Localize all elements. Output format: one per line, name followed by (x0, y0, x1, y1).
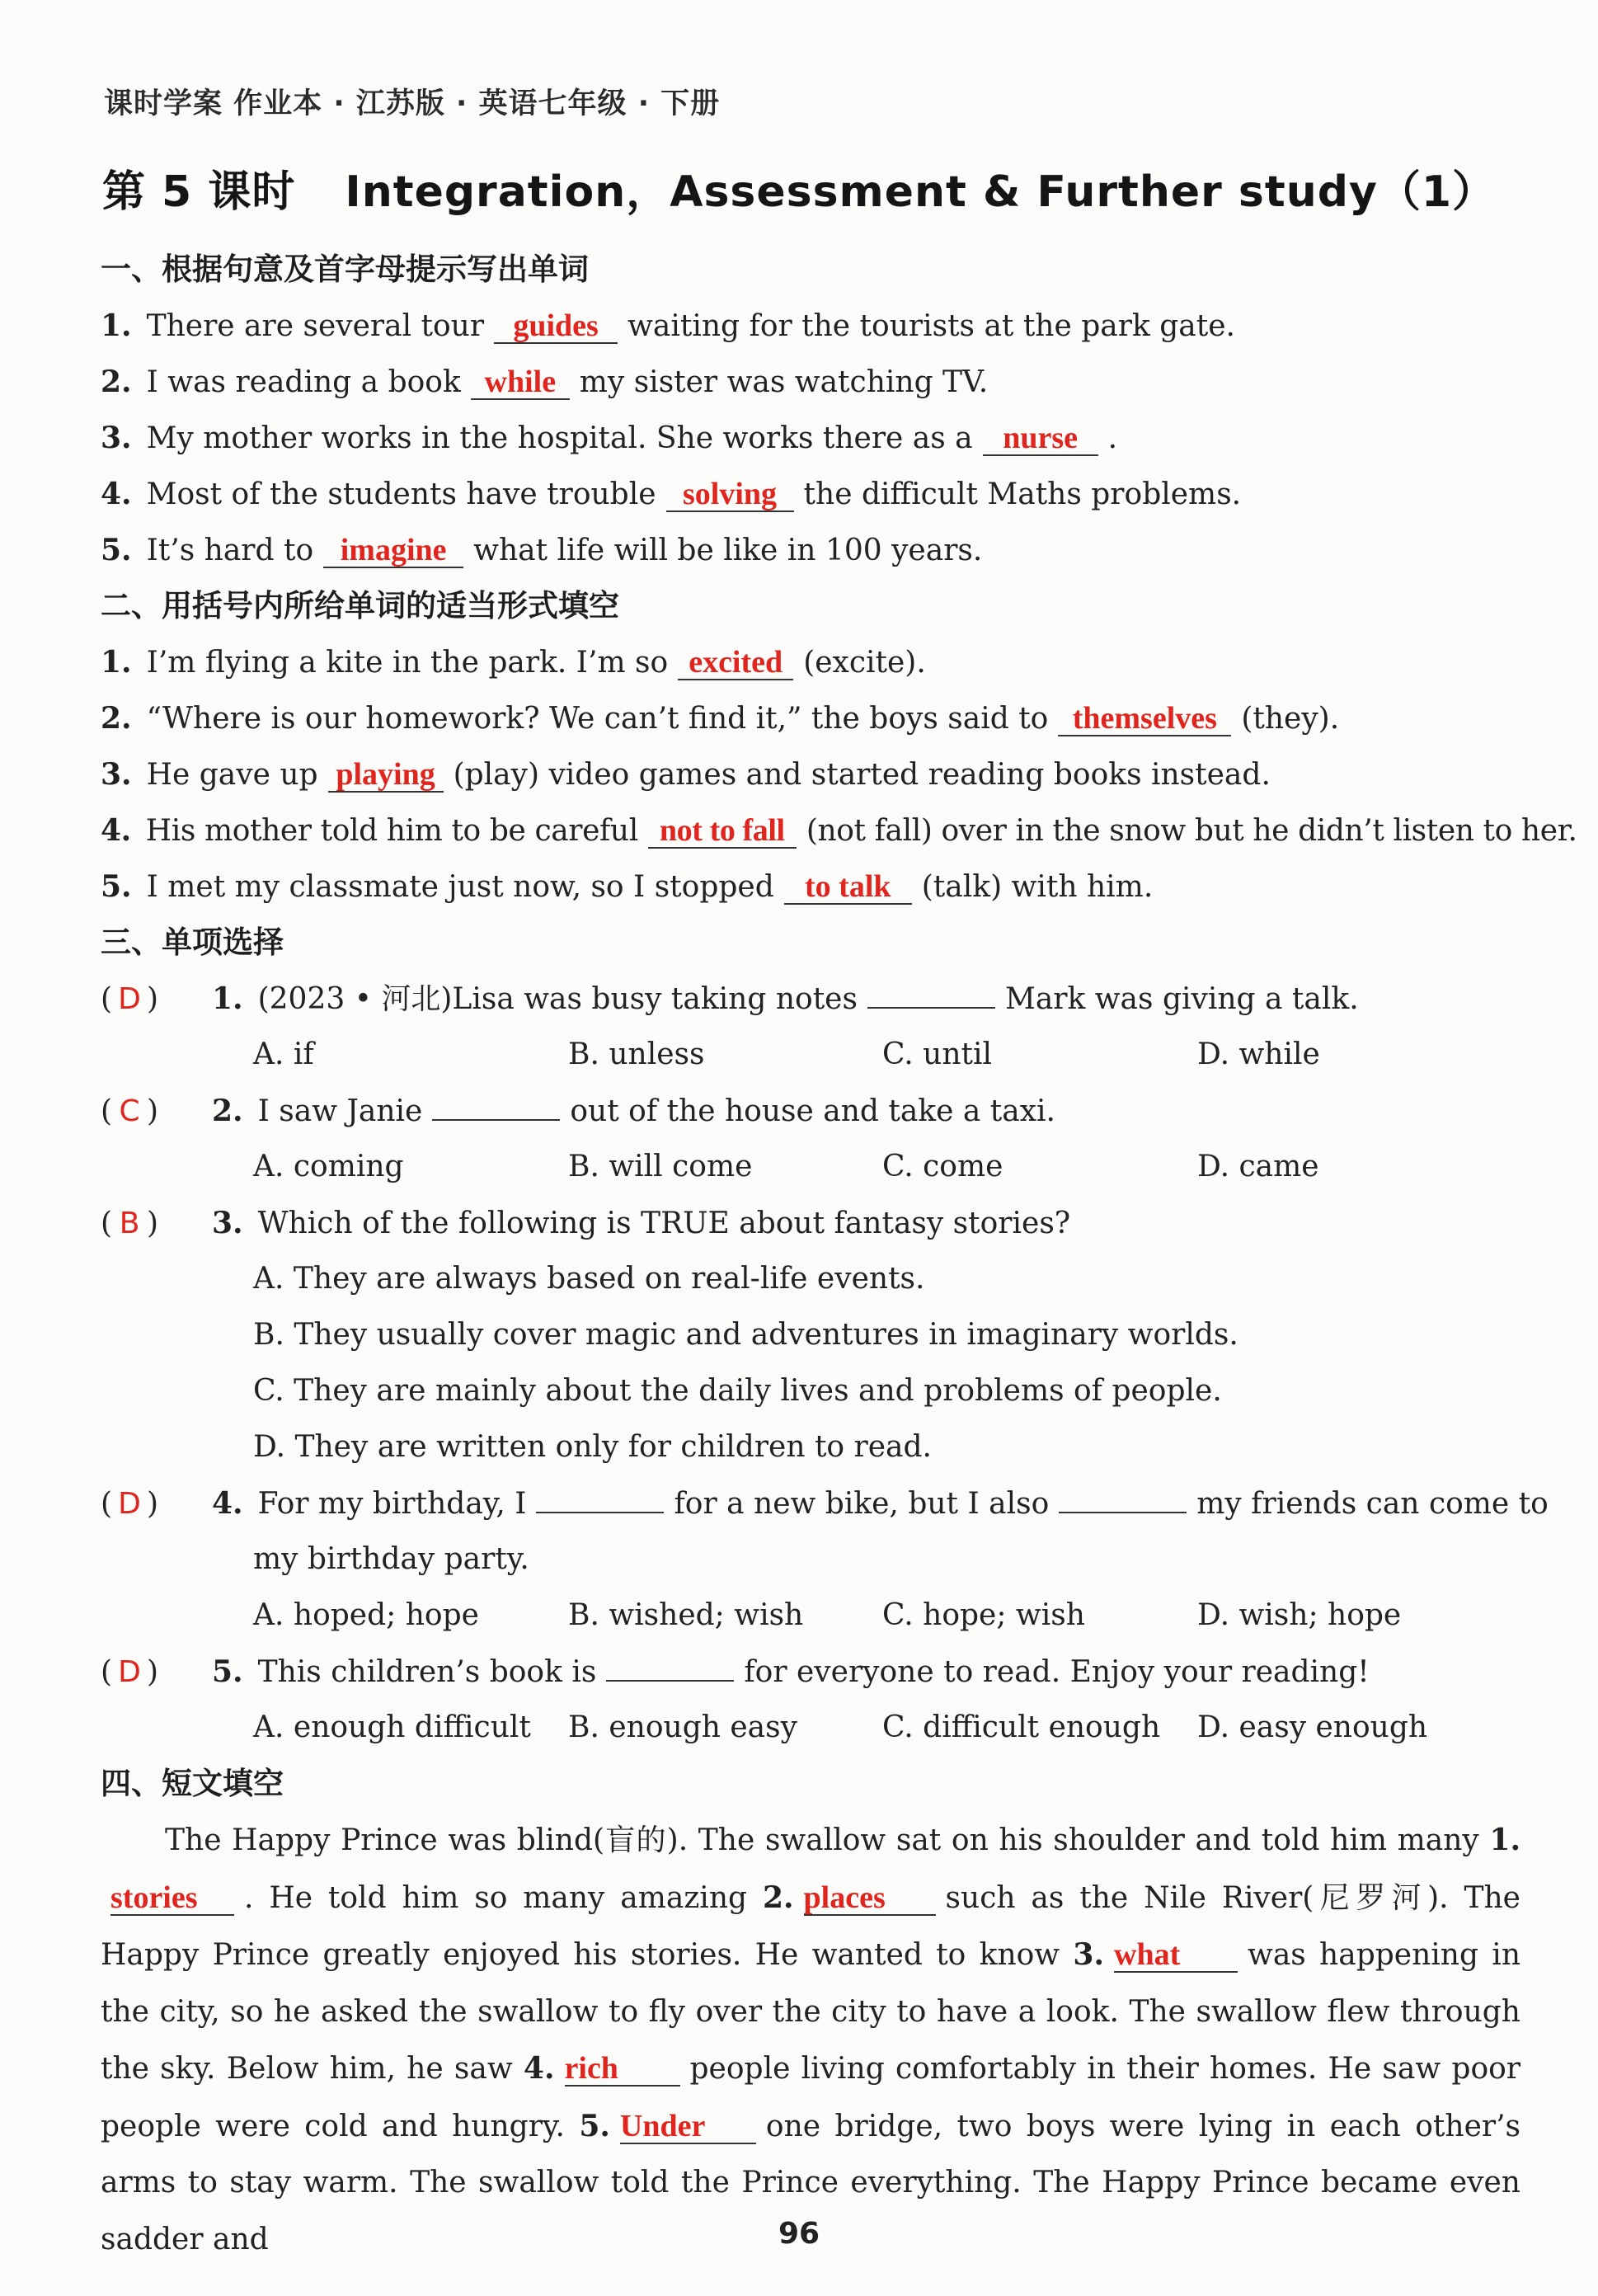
exercise-item (101, 690, 1520, 746)
item-text: for everyone to read. Enjoy your reading! (744, 1655, 1370, 1689)
exercise-item (101, 466, 1520, 522)
item-text: Most of the students have trouble (146, 478, 656, 511)
section-heading: 三、单项选择 (101, 925, 284, 960)
item-number: 5. (212, 1654, 243, 1689)
answer-blank: imagine (323, 534, 463, 568)
option-c: C. hope; wish (882, 1598, 1085, 1632)
section-heading: 一、根据句意及首字母提示写出单词 (101, 252, 589, 287)
option-c: C. come (882, 1150, 1003, 1183)
answer-blank (536, 1512, 664, 1513)
item-text: I met my classmate just now, so I stopped (146, 870, 774, 904)
mcq-answer: B (119, 1207, 140, 1240)
item-text: It’s hard to (146, 534, 314, 567)
answer-blank: solving (666, 478, 794, 512)
item-text: (2023 • 河北)Lisa was busy taking notes (257, 982, 858, 1016)
option-a: A. coming (253, 1150, 404, 1183)
item-text: for a new bike, but I also (674, 1487, 1050, 1521)
exercise-item (101, 354, 1520, 410)
item-text: I’m flying a kite in the park. I’m so (146, 646, 669, 680)
passage-text: one bridge, two boys were lying in each other’s arms to stay warm. The swallow told the Prince everything. The Happy Prince became even sadder and (101, 2109, 1520, 2256)
item-text: I was reading a book (146, 365, 461, 399)
item-number: 3. (101, 757, 132, 792)
lesson-title (0, 157, 1598, 219)
answer-bracket: ( D ) (101, 1644, 212, 1701)
answer-blank: themselves (1058, 702, 1231, 736)
item-text: waiting for the tourists at the park gate. (627, 309, 1235, 343)
passage-text: such as the Nile River(尼罗河). The Happy Prince greatly enjoyed his stories. He wanted to know (101, 1880, 1520, 1972)
item-text: I saw Janie (257, 1094, 423, 1128)
item-number: 1. (212, 981, 243, 1016)
answer-blank (867, 1007, 995, 1009)
option-d: D. while (1197, 1037, 1320, 1071)
blank-number: 5. (579, 2108, 610, 2143)
answer-blank (606, 1680, 734, 1682)
mcq-options (101, 1588, 1520, 1644)
answer-blank: rich (565, 2052, 680, 2087)
exercise-item (101, 410, 1520, 466)
exercise-content (101, 242, 1577, 2268)
answer-blank: not to fall (648, 814, 797, 849)
blank-number: 4. (523, 2051, 555, 2086)
item-number: 4. (212, 1486, 243, 1521)
answer-blank: Under (620, 2110, 756, 2144)
lesson-topic: Integration，Assessment & Further study（1） (345, 167, 1497, 217)
answer-blank: excited (678, 646, 793, 680)
option-c: C. They are mainly about the daily lives and problems of people. (253, 1374, 1222, 1408)
item-number: 1. (101, 308, 132, 343)
item-text: This children’s book is (257, 1655, 597, 1689)
section-heading: 二、用括号内所给单词的适当形式填空 (101, 588, 619, 623)
mcq-question (101, 1083, 1520, 1139)
mcq-answer: D (118, 1487, 141, 1521)
item-text: my friends can come to (1196, 1487, 1549, 1521)
item-number: 2. (212, 1094, 243, 1128)
item-text: (excite). (803, 646, 926, 680)
item-text: (play) video games and started reading books instead. (453, 758, 1271, 792)
option-b: B. wished; wish (568, 1598, 804, 1632)
mcq-question (101, 1195, 1520, 1251)
blank-number: 1. (1489, 1823, 1520, 1857)
blank-number: 2. (762, 1880, 794, 1915)
answer-bracket: ( D ) (101, 1476, 212, 1532)
exercise-item (101, 522, 1520, 578)
item-text: My mother works in the hospital. She works there as a (146, 421, 973, 455)
answer-bracket: ( D ) (101, 972, 212, 1028)
page-number: 96 (778, 2217, 820, 2251)
exercise-item (101, 802, 1577, 859)
answer-blank (432, 1119, 560, 1121)
mcq-question (101, 971, 1520, 1027)
item-number: 3. (212, 1206, 243, 1240)
item-text: His mother told him to be careful (145, 814, 638, 848)
answer-blank: playing (328, 758, 444, 793)
exercise-item (101, 298, 1520, 354)
running-head: 课时学案 作业本 · 江苏版 · 英语七年级 · 下册 (104, 87, 721, 120)
mcq-question (101, 1644, 1520, 1700)
cloze-passage (101, 1812, 1520, 2268)
passage-text: was happening in the city, so he asked the swallow to fly over the city to have a look. The swallow flew through the sky. Below him, he saw (101, 1938, 1521, 2086)
item-text: (not fall) over in the snow but he didn’t listen to her. (806, 814, 1577, 848)
item-number: 4. (101, 477, 132, 511)
answer-blank: while (471, 365, 570, 400)
answer-blank: guides (494, 309, 618, 344)
item-number: 1. (101, 645, 132, 680)
answer-blank: to talk (784, 870, 912, 905)
mcq-answer: C (119, 1094, 140, 1128)
item-number: 4. (101, 813, 131, 848)
item-text: Which of the following is TRUE about fantasy stories? (257, 1207, 1071, 1240)
option-a: A. hoped; hope (253, 1598, 479, 1632)
mcq-answer: D (118, 1655, 141, 1689)
answer-bracket: ( B ) (101, 1196, 212, 1252)
option-c: C. difficult enough (882, 1710, 1161, 1744)
answer-blank (1059, 1512, 1187, 1513)
option-d: D. They are written only for children to read. (253, 1430, 932, 1464)
exercise-item (101, 859, 1520, 915)
item-text: He gave up (146, 758, 318, 792)
mcq-options (101, 1139, 1520, 1195)
item-text: (they). (1241, 702, 1340, 736)
item-text: For my birthday, I (257, 1487, 527, 1521)
item-text: Mark was giving a talk. (1004, 982, 1359, 1016)
item-number: 5. (101, 533, 132, 567)
answer-blank: places (804, 1881, 936, 1916)
option-b: B. unless (568, 1037, 705, 1071)
mcq-options (101, 1700, 1520, 1756)
item-text: “Where is our homework? We can’t find it,” the boys said to (146, 702, 1049, 736)
mcq-options (101, 1027, 1520, 1083)
option-a: A. enough difficult (253, 1710, 531, 1744)
option-b: B. will come (568, 1150, 753, 1183)
item-text: . (1107, 421, 1118, 455)
option-a: A. They are always based on real-life events. (253, 1262, 925, 1296)
mcq-answer: D (118, 982, 141, 1016)
option-d: D. easy enough (1197, 1710, 1428, 1744)
item-number: 2. (101, 701, 132, 736)
passage-text: . He told him so many amazing (244, 1880, 748, 1915)
option-d: D. came (1197, 1150, 1319, 1183)
answer-blank: nurse (983, 421, 1098, 456)
option-b: B. enough easy (568, 1710, 797, 1744)
passage-text: The Happy Prince was blind(盲的). The swallow sat on his shoulder and told him many (165, 1823, 1479, 1857)
item-number: 5. (101, 869, 132, 904)
item-text: the difficult Maths problems. (803, 478, 1242, 511)
section-heading: 四、短文填空 (101, 1766, 284, 1801)
lesson-number: 第 5 课时 (101, 167, 296, 217)
exercise-item (101, 634, 1520, 690)
passage-text: people living comfortably in their homes. He saw poor people were cold and hungry. (101, 2052, 1521, 2143)
option-c: C. until (882, 1037, 993, 1071)
option-a: A. if (253, 1037, 314, 1071)
item-text: (talk) with him. (921, 870, 1154, 904)
item-continuation: my birthday party. (253, 1542, 529, 1576)
answer-blank: what (1114, 1938, 1238, 1973)
option-d: D. wish; hope (1197, 1598, 1402, 1632)
item-text: out of the house and take a taxi. (570, 1094, 1055, 1128)
option-b: B. They usually cover magic and adventures in imaginary worlds. (253, 1318, 1238, 1352)
item-text: There are several tour (146, 309, 485, 343)
item-text: my sister was watching TV. (579, 365, 989, 399)
answer-blank: stories (110, 1881, 234, 1916)
item-number: 3. (101, 421, 132, 455)
item-text: what life will be like in 100 years. (473, 534, 983, 567)
exercise-item (101, 746, 1520, 802)
item-number: 2. (101, 365, 132, 399)
blank-number: 3. (1073, 1937, 1105, 1972)
answer-bracket: ( C ) (101, 1084, 212, 1140)
mcq-question (101, 1475, 1549, 1531)
